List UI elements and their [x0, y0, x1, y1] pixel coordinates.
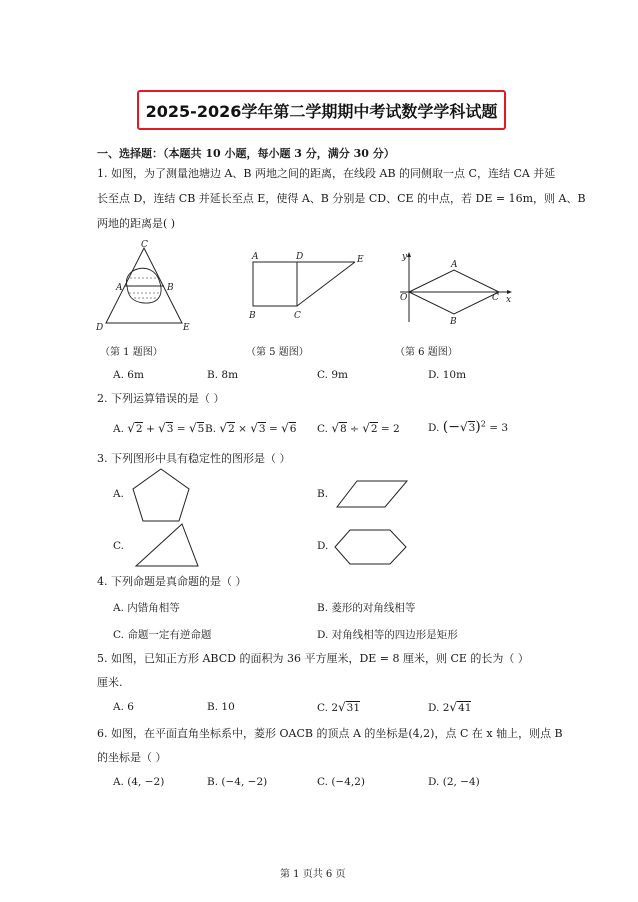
fig1-label-b: B — [167, 283, 174, 293]
q2-c-label: C. — [317, 423, 328, 435]
figure-6-rhombus-axes — [396, 250, 516, 328]
title-frame — [137, 90, 506, 130]
q2-d-exp: 2 — [480, 419, 486, 429]
q2-c-op1: ÷ — [350, 423, 359, 435]
q5-c-rad: 31 — [346, 702, 361, 714]
fig6-label-x: x — [506, 295, 512, 305]
q2-b-r3: 6 — [289, 423, 297, 435]
page-footer: 第 1 页共 6 页 — [280, 869, 346, 880]
q2-c-result: = 2 — [380, 423, 400, 435]
fig5-label-b: B — [249, 311, 256, 321]
q3-hexagon — [333, 527, 409, 567]
q3-label-b: B. — [317, 488, 329, 500]
q4-option-c: C. 命题一定有逆命题 — [113, 629, 212, 641]
q4-option-b: B. 菱形的对角线相等 — [317, 602, 416, 614]
q1-option-c: C. 9m — [317, 369, 348, 381]
fig1-label-d: D — [96, 323, 104, 333]
fig1-label-a: A — [116, 283, 123, 293]
q6-line1: 6. 如图，在平面直角坐标系中，菱形 OACB 的顶点 A 的坐标是(4,2)，点 C 在 x 轴上，则点 B — [97, 727, 563, 740]
q2-b-op1: × — [238, 423, 247, 435]
q2-a-r2: 3 — [166, 423, 174, 435]
q2-option-a: A. √2 + √3 = √5 — [113, 421, 205, 435]
q4-stem: 4. 下列命题是真命题的是（ ） — [97, 575, 247, 588]
q2-a-label: A. — [113, 423, 124, 435]
q5-option-b: B. 10 — [207, 701, 235, 713]
q1-option-b: B. 8m — [207, 369, 239, 381]
q1-line2: 长至点 D，连结 CB 并延长至点 E，使得 A、B 分别是 CD、CE 的中点，若 DE = 16m，则 A、B — [97, 192, 586, 205]
q2-a-r1: 2 — [135, 423, 143, 435]
q6-line2: 的坐标是（ ） — [97, 751, 167, 764]
q4-option-d: D. 对角线相等的四边形是矩形 — [317, 629, 458, 641]
q3-label-d: D. — [317, 540, 329, 552]
page-title: 2025-2026学年第二学期期中考试数学学科试题 — [145, 101, 498, 121]
q2-c-r1: 8 — [340, 423, 347, 435]
fig6-caption: （第 6 题图） — [395, 347, 458, 358]
q4-option-a: A. 内错角相等 — [113, 602, 180, 614]
q2-b-eq: = — [268, 423, 278, 435]
fig1-caption: （第 1 题图） — [100, 347, 163, 358]
q2-b-r2: 3 — [258, 423, 266, 435]
q5-d-prefix: D. 2 — [428, 702, 450, 714]
fig1-label-c: C — [141, 240, 148, 250]
q1-option-d: D. 10m — [428, 369, 467, 381]
q3-parallelogram — [335, 478, 410, 510]
fig5-label-a: A — [252, 252, 259, 262]
q2-d-label: D. — [428, 422, 440, 434]
q2-d-result: = 3 — [489, 422, 509, 434]
fig5-caption: （第 5 题图） — [246, 347, 309, 358]
q2-option-b: B. √2 × √3 = √6 — [205, 421, 297, 435]
q2-a-r3: 5 — [197, 423, 205, 435]
q6-option-c: C. (−4,2) — [317, 776, 366, 788]
fig5-label-d: D — [296, 252, 304, 262]
q5-d-rad: 41 — [458, 702, 472, 714]
figure-5-square — [245, 248, 370, 323]
q2-d-close: ) — [475, 419, 481, 435]
q1-line1: 1. 如图，为了测量池塘边 A、B 两地之间的距离，在线段 AB 的同侧取一点 C，连结 CA 并延 — [97, 167, 556, 180]
q2-c-r2: 2 — [370, 423, 378, 435]
q2-option-c: C. √8 ÷ √2 = 2 — [317, 421, 400, 435]
q5-option-c: C. 2√31 — [317, 700, 361, 714]
fig5-label-e: E — [357, 255, 364, 265]
q2-b-label: B. — [205, 423, 217, 435]
q1-option-a: A. 6m — [113, 369, 144, 381]
q3-stem: 3. 下列图形中具有稳定性的图形是（ ） — [97, 452, 291, 465]
q2-a-op1: + — [145, 423, 155, 435]
q5-c-prefix: C. 2 — [317, 702, 339, 714]
q5-line2: 厘米. — [97, 676, 123, 689]
q2-option-d: D. $(-√3)^2 = 3$ — [428, 419, 509, 435]
q2-d-open: (− — [442, 419, 460, 435]
section-heading: 一、选择题：（本题共 10 小题，每小题 3 分，满分 30 分） — [97, 147, 395, 160]
q3-triangle — [133, 521, 201, 569]
q3-label-a: A. — [113, 488, 124, 500]
q2-d-r1: 3 — [468, 422, 476, 434]
q3-label-c: C. — [113, 540, 124, 552]
figure-1-triangle-pond — [92, 238, 200, 333]
fig5-label-c: C — [294, 311, 301, 321]
q6-option-d: D. (2, −4) — [428, 776, 480, 788]
q5-option-a: A. 6 — [113, 701, 134, 713]
fig6-label-a: A — [451, 260, 458, 270]
q3-pentagon — [130, 466, 192, 524]
fig6-label-y: y — [402, 252, 408, 262]
q2-stem: 2. 下列运算错误的是（ ） — [97, 392, 225, 405]
q2-b-r1: 2 — [228, 423, 235, 435]
fig6-label-b: B — [450, 317, 457, 327]
fig6-label-o: O — [400, 293, 408, 303]
q5-line1: 5. 如图，已知正方形 ABCD 的面积为 36 平方厘米，DE = 8 厘米，则 CE 的长为（ ） — [97, 652, 529, 665]
q1-line3: 两地的距离是( ) — [97, 217, 176, 230]
q5-option-d: D. 2√41 — [428, 700, 472, 714]
fig1-label-e: E — [183, 323, 190, 333]
q6-option-b: B. (−4, −2) — [207, 776, 268, 788]
q2-a-eq: = — [176, 423, 186, 435]
fig6-label-c: C — [492, 293, 499, 303]
q6-option-a: A. (4, −2) — [113, 776, 165, 788]
